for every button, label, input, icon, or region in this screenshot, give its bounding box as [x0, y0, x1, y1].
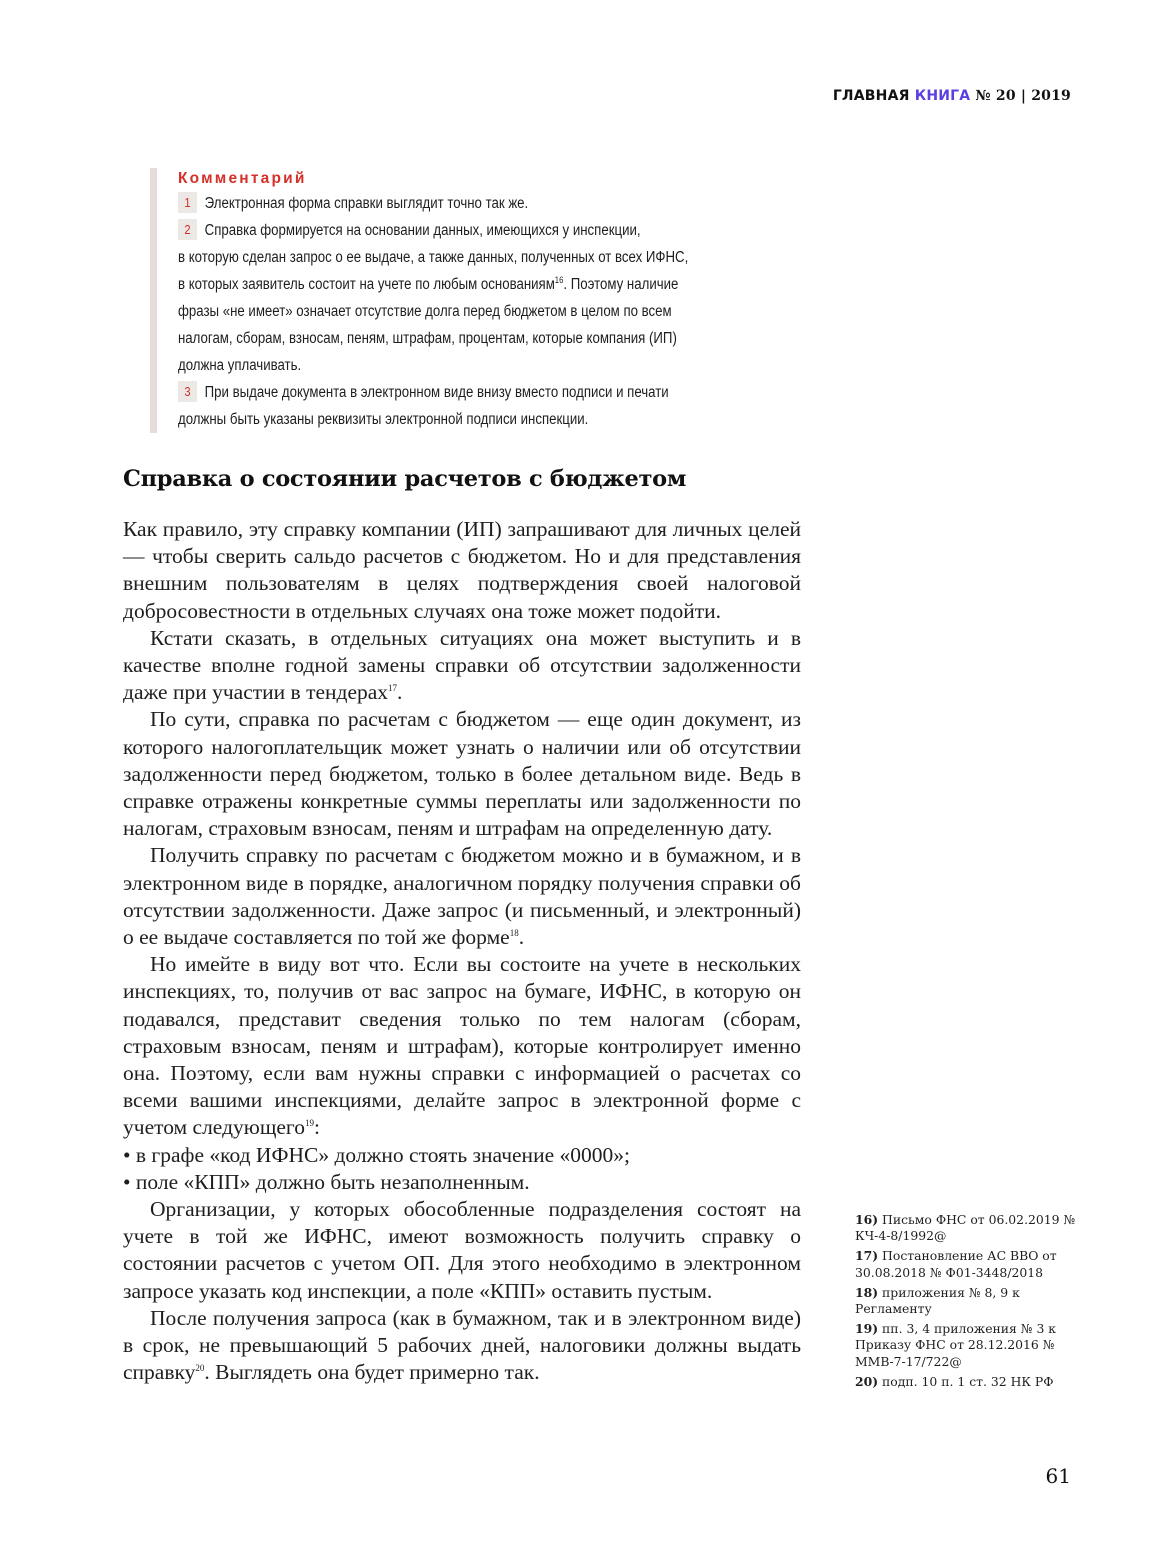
paragraph: Но имейте в виду вот что. Если вы состоите на учете в нескольких инспекциях, то, получив от вас запрос на бумаге, ИФНС, в которую он подавался, представит сведения только по тем налогам (сборам, страховым взносам, пеням и штрафам), которые контролирует именно она. Поэтому, если вам нужны справки с информацией о расчетах со всеми вашими инспекциями, делайте запрос в электронной форме с учетом следующего$^{19}$: [123, 952, 801, 1140]
page-number: 61 [1045, 1464, 1071, 1488]
comment-item-2: 2 Справка формируется на основании данных, имеющихся у инспекции, [178, 217, 836, 244]
paragraph: По сути, справка по расчетам с бюджетом — еще один документ, из которого налогоплательщик может узнать о наличии или об отсутствии задолженности перед бюджетом, только в более детальном виде. Ведь в справке отражены конкретные суммы переплаты или задолженности по налогам, страховым взносам, пеням и штрафам на определенную дату. [123, 707, 801, 841]
footnote-ref[interactable]: 18 [509, 927, 519, 938]
paragraph: После получения запроса (как в бумажном, так и в электронном виде) в срок, не превышающий 5 рабочих дней, налоговики должны выдать справку$^{20}$. Выглядеть она будет примерно так. [123, 1305, 801, 1385]
paragraph: Получить справку по расчетам с бюджетом можно и в бумажном, и в электронном виде в порядке, аналогичном порядку получения справки об отсутствии задолженности. Даже запрос (и письменный, и электронный) о ее выдаче составляется по той же форме$^{18}$. [123, 843, 801, 950]
issue-number: № 20 | 2019 [975, 88, 1071, 104]
comment-box: Комментарий 1 Электронная форма справки выглядит точно так же. 2 Справка формируется на основании данных, имеющихся у инспекции, в которую сделан запрос о ее выдаче, а также данных, полученных от всех ИФНС, в которых заявитель состоит на учете по любым основаниям$^{16}$. Поэтому наличие фразы «не имеет» означает отсутствие долга перед бюджетом в целом по всем налогам, сборам, взносам, пеням, штрафам, процентам, которые компания (ИП) должна уплачивать. 3 При выдаче документа в электронном виде внизу вместо подписи и печати должны быть указаны реквизиты электронной подписи инспекции. [150, 168, 838, 433]
magazine-title-part2: КНИГА [914, 88, 971, 104]
footnote-ref[interactable]: 19 [304, 1118, 314, 1129]
comment-title: Комментарий [178, 170, 307, 187]
bullet-item: • поле «КПП» должно быть незаполненным. [123, 1169, 530, 1194]
bullet-item: • в графе «код ИФНС» должно стоять значение «0000»; [123, 1142, 630, 1167]
paragraph: Организации, у которых обособленные подразделения состоят на учете в той же ИФНС, имеют возможность получить справку о состоянии расчетов с учетом ОП. Для этого необходимо в электронном запросе указать код инспекции, а поле «КПП» оставить пустым. [123, 1197, 801, 1303]
magazine-title-part1: ГЛАВНАЯ [832, 88, 910, 104]
paragraph: Как правило, эту справку компании (ИП) запрашивают для личных целей — чтобы сверить сальдо расчетов с бюджетом. Но и для представления внешним пользователям в целях подтверждения своей налоговой добросовестности в отдельных случаях она тоже может подойти. [123, 517, 801, 623]
footnote-18: 18) приложения № 8, 9 к Регламенту [855, 1284, 1020, 1317]
paragraph: Кстати сказать, в отдельных ситуациях она может выступить и в качестве вполне годной замены справки об отсутствии задолженности даже при участии в тендерах$^{17}$. [123, 625, 801, 705]
footnote-19: 19) пп. 3, 4 приложения № 3 к Приказу ФНС от 28.12.2016 № ММВ-7-17/722@ [855, 1321, 1057, 1369]
footnote-16: 16) Письмо ФНС от 06.02.2019 № КЧ-4-8/1992@ [855, 1212, 1076, 1244]
footnote-20: 20) подп. 10 п. 1 ст. 32 НК РФ [855, 1373, 1054, 1389]
comment-badge: 3 [178, 381, 197, 402]
comment-item-1: 1 Электронная форма справки выглядит точно так же. [178, 190, 836, 217]
comment-badge: 1 [178, 192, 197, 213]
comment-item-3: 3 При выдаче документа в электронном виде внизу вместо подписи и печати [178, 379, 836, 406]
footnote-ref[interactable]: 20 [195, 1363, 205, 1374]
section-heading: Справка о состоянии расчетов с бюджетом [123, 466, 687, 492]
footnotes [855, 1212, 1080, 1394]
comment-badge: 2 [178, 219, 197, 240]
article-body [123, 516, 801, 1387]
footnote-ref[interactable]: 16 [554, 274, 564, 285]
running-header [833, 88, 1071, 104]
footnote-ref[interactable]: 17 [388, 683, 398, 694]
footnote-17: 17) Постановление АС ВВО от 30.08.2018 № Ф01-3448/2018 [855, 1248, 1057, 1280]
